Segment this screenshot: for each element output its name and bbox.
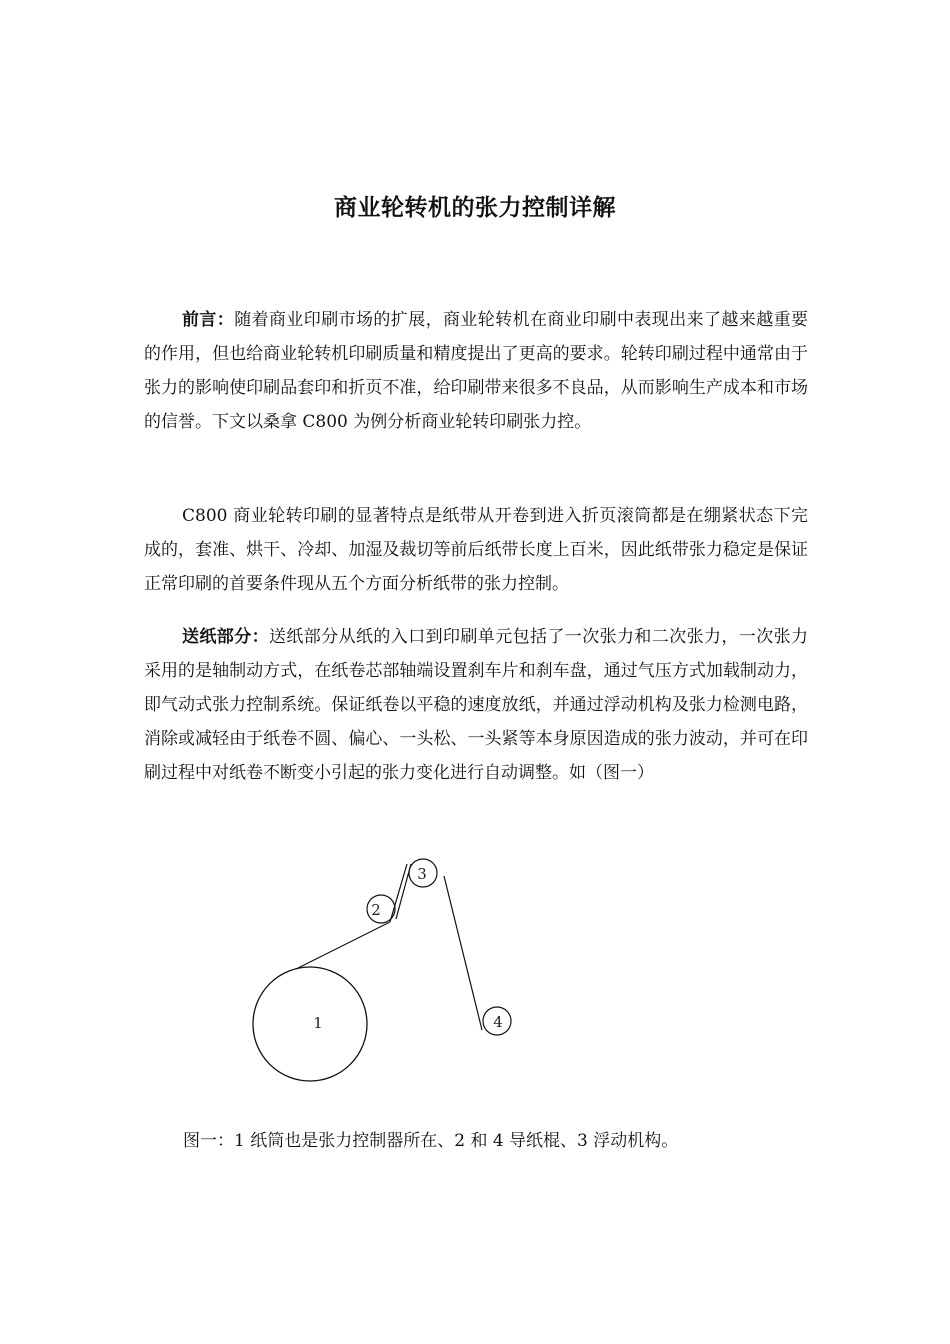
paragraph-preface	[144, 303, 808, 439]
figure-label-1: 1	[313, 1014, 323, 1032]
figure-label-2: 2	[371, 901, 381, 919]
paragraph-lead: 送纸部分：	[182, 627, 269, 647]
paragraph-text: 送纸部分从纸的入口到印刷单元包括了一次张力和二次张力，一次张力采用的是轴制动方式，在纸卷芯部轴端设置刹车片和刹车盘，通过气压方式加载制动力，即气动式张力控制系统。保证纸卷以平稳的速度放纸，并通过浮动机构及张力检测电路，消除或减轻由于纸卷不圆、偏心、一头松、一头紧等本身原因造成的张力波动，并可在印刷过程中对纸卷不断变小引起的张力变化进行自动调整。如（图一）	[144, 627, 808, 783]
paragraph-text: C800 商业轮转印刷的显著特点是纸带从开卷到进入折页滚筒都是在绷紧状态下完成的，套准、烘干、冷却、加湿及裁切等前后纸带长度上百米，因此纸带张力稳定是保证正常印刷的首要条件现从五个方面分析纸带的张力控制。	[144, 506, 808, 594]
paragraph-paper-feed	[144, 620, 808, 790]
paragraph-c800	[144, 499, 808, 601]
web-line-roller2-to-roller3-inner	[390, 864, 407, 922]
web-line-roller3-to-roller4	[444, 876, 482, 1030]
paragraph-lead: 前言：	[182, 310, 235, 330]
paragraph-text: 随着商业印刷市场的扩展，商业轮转机在商业印刷中表现出来了越来越重要的作用，但也给商业轮转机印刷质量和精度提出了更高的要求。轮转印刷过程中通常由于张力的影响使印刷品套印和折页不准，给印刷带来很多不良品，从而影响生产成本和市场的信誉。下文以桑拿 C800 为例分析商业轮转印刷张力控。	[144, 310, 809, 432]
page-title: 商业轮转机的张力控制详解	[334, 195, 616, 221]
paper-roll-1	[253, 967, 367, 1081]
web-line-roll-to-roller2	[296, 922, 390, 969]
tension-diagram-svg	[240, 850, 540, 1090]
figure-label-4: 4	[493, 1013, 503, 1031]
figure-label-3: 3	[417, 865, 427, 883]
figure-tension-diagram	[240, 850, 540, 1090]
figure-caption: 图一：1 纸筒也是张力控制器所在、2 和 4 导纸棍、3 浮动机构。	[183, 1131, 679, 1151]
